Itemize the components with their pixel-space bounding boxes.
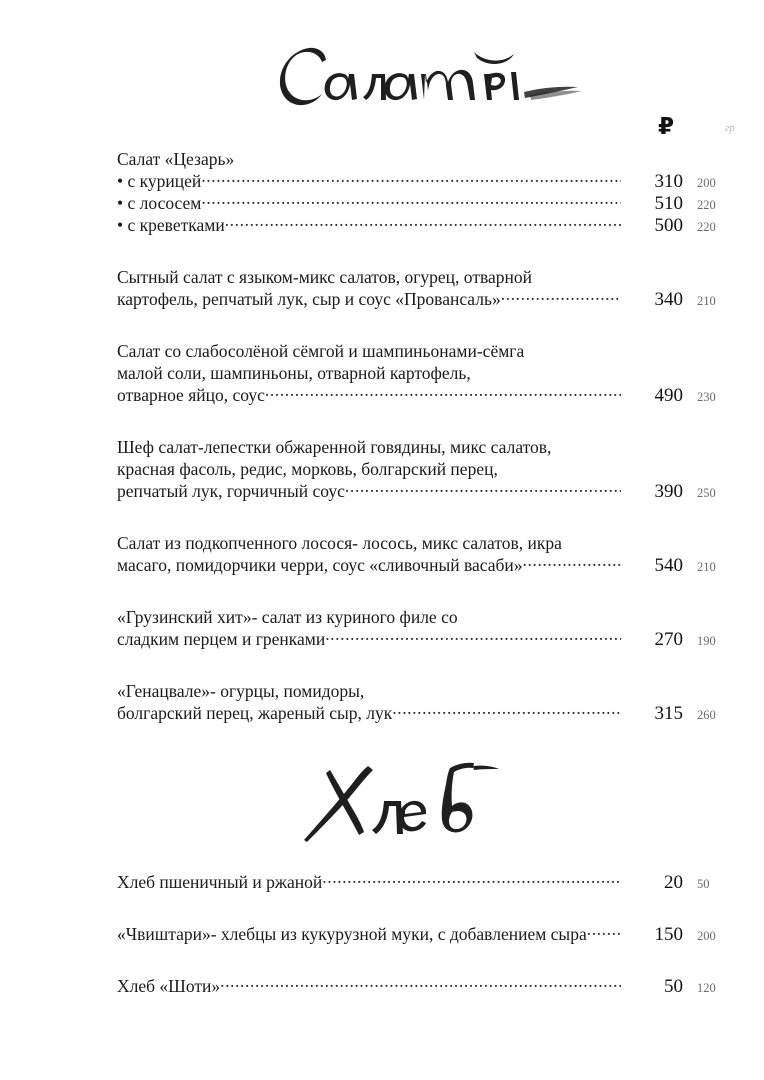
menu-item-price: 500 [654,215,683,236]
menu-item-grams: 190 [697,634,716,648]
menu-item-text: Салат со слабосолёной сёмгой и шампиньонами-сёмга [117,341,525,361]
dot-leader [392,702,621,719]
bread-script-glyph [300,758,500,844]
dot-leader [322,871,621,888]
menu-item-line [117,606,741,628]
menu-item-text: • с лососем [117,192,201,214]
menu-item-line [117,871,741,893]
menu-item-grams: 260 [697,708,716,722]
menu-item-price: 510 [654,193,683,214]
menu-item-text: масаго, помидорчики черри, соус «сливочный васаби» [117,555,523,575]
menu-section-bread [117,871,741,1027]
menu-item-block [117,923,741,945]
menu-item-text: малой соли, шампиньоны, отварной картофель, [117,363,471,383]
menu-item-line [117,384,741,406]
price-columns-header [117,113,740,145]
menu-item-line [117,975,741,997]
menu-item-text: Салат «Цезарь» [117,149,235,169]
menu-item-grams: 210 [697,294,716,308]
menu-item-block [117,266,741,310]
menu-item-option [117,170,741,192]
menu-item-price: 490 [654,385,683,406]
menu-item-price: 270 [654,629,683,650]
menu-item-grams: 220 [697,198,716,212]
menu-item-text: красная фасоль, редис, морковь, болгарский перец, [117,459,498,479]
menu-item-block [117,606,741,650]
menu-item-line [117,340,741,362]
menu-item-text: репчатый лук, горчичный соус [117,481,345,501]
dot-leader [325,628,621,645]
menu-item-text: болгарский перец, жареный сыр, лук [117,703,393,723]
menu-item-line [117,458,741,480]
dot-leader [265,384,621,401]
menu-item-text: «Генацвале»- огурцы, помидоры, [117,681,365,701]
menu-item-price: 150 [654,924,683,945]
menu-item-line [117,532,741,554]
menu-item-grams: 230 [697,390,716,404]
menu-item-text: Сытный салат с языком-микс салатов, огурец, отварной [117,267,532,287]
menu-item-text: Салат из подкопченного лосося- лосось, микс салатов, икра [117,533,562,553]
menu-item-grams: 120 [697,981,716,995]
menu-item-grams: 250 [697,486,716,500]
menu-item-text: • с креветками [117,214,225,236]
section-heading-salads [278,38,598,116]
ruble-currency-icon: ₽ [658,113,675,139]
menu-item-price: 340 [654,289,683,310]
menu-item-block [117,975,741,997]
menu-item-price: 540 [654,555,683,576]
menu-item-line [117,436,741,458]
menu-item-block [117,436,741,502]
menu-item-block [117,340,741,406]
menu-item-line [117,266,741,288]
section-heading-bread [300,758,500,844]
menu-item-price: 310 [654,171,683,192]
menu-item-price: 315 [654,703,683,724]
dot-leader [501,288,621,305]
menu-item-text: сладким перцем и гренками [117,629,326,649]
menu-item-line [117,680,741,702]
menu-item-grams: 200 [697,929,716,943]
menu-item-line [117,628,741,650]
menu-item-text: отварное яйцо, соус [117,385,265,405]
dot-leader [220,975,621,992]
menu-item-line [117,554,741,576]
salads-script-glyph [278,38,598,116]
menu-item-grams: 200 [697,176,716,190]
menu-item-block [117,532,741,576]
menu-item-line [117,923,741,945]
menu-item-text: Хлеб пшеничный и ржаной [117,872,323,892]
menu-item-price: 20 [664,872,683,893]
menu-item-text: • с курицей [117,170,201,192]
menu-item-block [117,148,741,236]
menu-item-text: картофель, репчатый лук, сыр и соус «Провансаль» [117,289,501,309]
dot-leader [201,192,621,209]
dot-leader [345,480,621,497]
menu-item-price: 50 [664,976,683,997]
menu-item-block [117,871,741,893]
dot-leader [225,214,621,231]
menu-item-text: «Грузинский хит»- салат из куриного филе со [117,607,458,627]
dot-leader [587,923,621,940]
menu-item-line [117,480,741,502]
menu-item-line [117,362,741,384]
menu-item-title [117,148,741,170]
menu-item-grams: 210 [697,560,716,574]
menu-item-grams: 50 [697,877,710,891]
dot-leader [201,170,621,187]
menu-section-salads [117,148,741,724]
menu-item-line [117,288,741,310]
menu-item-grams: 220 [697,220,716,234]
grams-unit-label: гр [725,122,735,134]
menu-item-text: Хлеб «Шоти» [117,976,221,996]
menu-item-text: «Чвиштари»- хлебцы из кукурузной муки, с добавлением сыра [117,924,587,944]
menu-item-option [117,214,741,236]
menu-item-text: Шеф салат-лепестки обжаренной говядины, микс салатов, [117,437,552,457]
menu-item-option [117,192,741,214]
menu-item-line [117,702,741,724]
menu-item-block [117,680,741,724]
menu-item-price: 390 [654,481,683,502]
dot-leader [523,554,621,571]
